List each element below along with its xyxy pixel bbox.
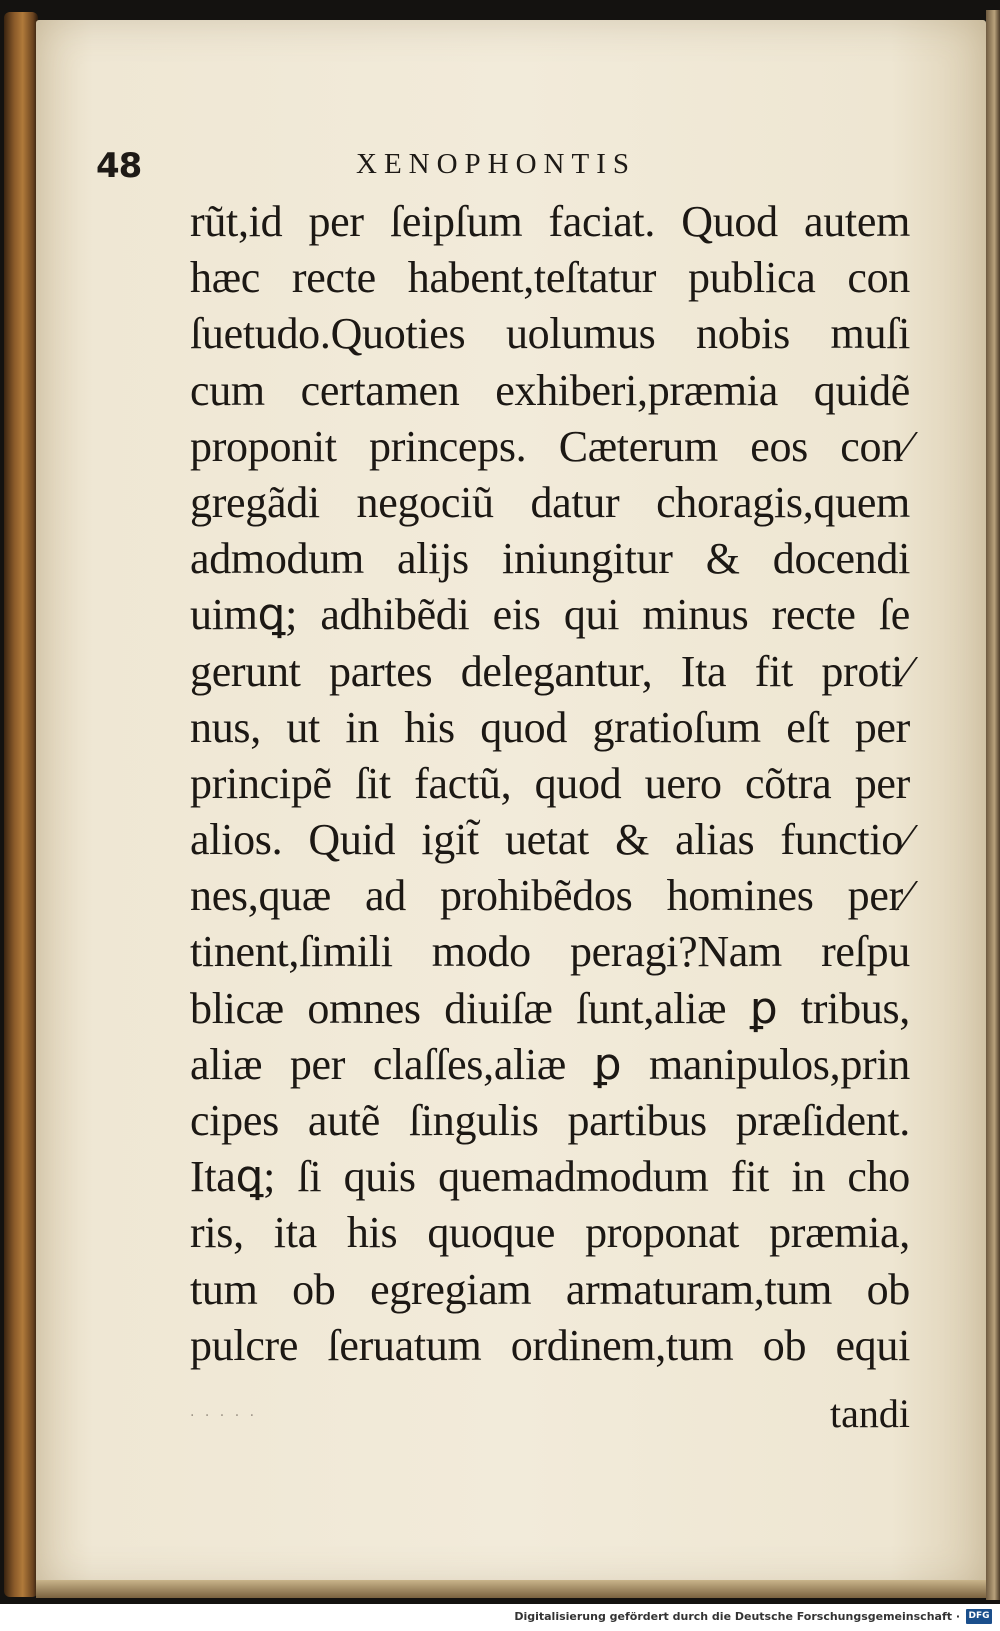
text-line: rũt,id per ſeipſum faciat. Quod autem bbox=[190, 197, 910, 246]
text-line: gerunt partes delegantur, Ita fit proti⁄ bbox=[190, 646, 910, 696]
page-number: 48 bbox=[96, 146, 142, 186]
running-head: XENOPHONTIS bbox=[356, 148, 636, 180]
text-line: proponit princeps. Cæterum eos con⁄ bbox=[190, 421, 910, 471]
text-line: gregãdi negociũ datur choragis,quem bbox=[190, 477, 910, 527]
text-line: tum ob egregiam armaturam,tum ob bbox=[190, 1264, 910, 1314]
book-binding-edge bbox=[4, 12, 38, 1597]
text-line: uimꝗ; adhibẽdi eis qui minus recte ſe bbox=[190, 590, 910, 640]
text-line: ris, ita his quoque proponat præmia, bbox=[190, 1208, 910, 1258]
text-line: cum certamen exhiberi,præmia quidẽ bbox=[190, 365, 910, 415]
text-line: admodum alijs iniungitur & docendi bbox=[190, 534, 910, 584]
dfg-logo-icon: DFG bbox=[966, 1609, 992, 1624]
text-line: Itaꝗ; ſi quis quemadmodum fit in cho bbox=[190, 1152, 910, 1202]
page-bottom-edge bbox=[36, 1580, 986, 1598]
text-line: nes,quæ ad prohibẽdos homines per⁄ bbox=[190, 871, 910, 921]
catchword-row bbox=[190, 1390, 910, 1446]
text-line: ſuetudo.Quoties uolumus nobis muſi bbox=[190, 309, 910, 359]
text-line: aliæ per claſſes,aliæ ꝑ manipulos,prin bbox=[190, 1039, 910, 1089]
catchword: tandi bbox=[830, 1391, 910, 1436]
footer-bar bbox=[0, 1604, 1000, 1631]
book-fore-edge bbox=[986, 10, 1000, 1600]
funding-credit: Digitalisierung gefördert durch die Deutsche Forschungsgemeinschaft · bbox=[514, 1610, 960, 1623]
pencil-mark: · · · · · bbox=[190, 1408, 258, 1424]
text-line: blicæ omnes diuiſæ ſunt,aliæ ꝑ tribus, bbox=[190, 983, 910, 1033]
text-line: hæc recte habent,teſtatur publica con bbox=[190, 253, 910, 303]
text-line: nus, ut in his quod gratioſum eſt per bbox=[190, 702, 910, 752]
text-line: principẽ ſit factũ, quod uero cõtra per bbox=[190, 758, 910, 808]
text-line: pulcre ſeruatum ordinem,tum ob equi bbox=[190, 1320, 910, 1370]
text-line: tinent,ſimili modo peragi?Nam reſpu bbox=[190, 927, 910, 977]
body-text bbox=[190, 194, 910, 1374]
text-line: alios. Quid igit̃ uetat & alias functio⁄ bbox=[190, 815, 910, 865]
text-line: cipes autẽ ſingulis partibus præſident. bbox=[190, 1096, 910, 1145]
